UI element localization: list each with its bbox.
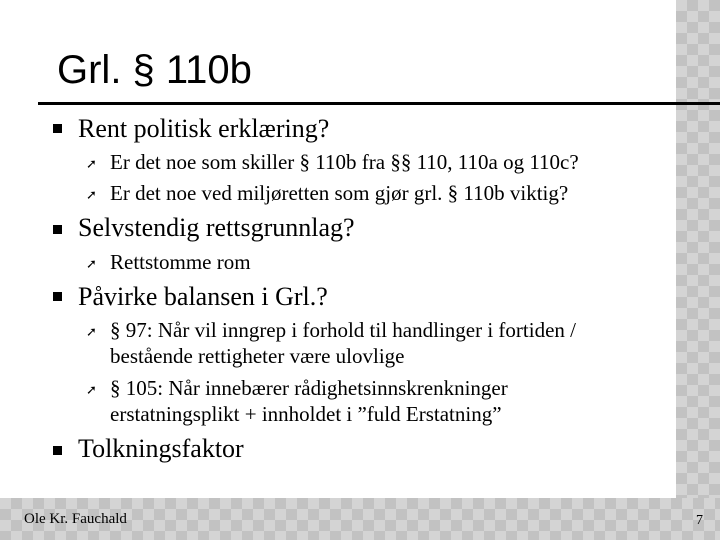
sub-bullet-text-3-1-line2: bestående rettigheter være ulovlige: [110, 344, 405, 368]
arrow-bullet-icon: ➚: [86, 383, 97, 398]
square-bullet-icon: [53, 446, 62, 455]
bullet-text-2: Selvstendig rettsgrunnlag?: [78, 213, 355, 242]
arrow-bullet-icon: ➚: [86, 157, 97, 172]
square-bullet-icon: [53, 225, 62, 234]
bullet-text-1: Rent politisk erklæring?: [78, 114, 330, 143]
square-bullet-icon: [53, 292, 62, 301]
title-divider: [38, 102, 720, 105]
slide-title: Grl. § 110b: [57, 48, 252, 92]
sub-bullet-text-1-1: Er det noe som skiller § 110b fra §§ 110, 110a og 110c?: [110, 150, 579, 174]
page-number: 7: [696, 513, 703, 528]
decorative-right-strip: [676, 0, 720, 540]
arrow-bullet-icon: ➚: [86, 325, 97, 340]
bullet-text-4: Tolkningsfaktor: [78, 434, 244, 463]
footer-author: Ole Kr. Fauchald: [24, 511, 127, 527]
arrow-bullet-icon: ➚: [86, 257, 97, 272]
sub-bullet-text-3-2-line1: § 105: Når innebærer rådighetsinnskrenkninger: [110, 376, 508, 400]
bullet-text-3: Påvirke balansen i Grl.?: [78, 282, 328, 311]
sub-bullet-text-3-1-line1: § 97: Når vil inngrep i forhold til handlinger i fortiden /: [110, 318, 576, 342]
arrow-bullet-icon: ➚: [86, 188, 97, 203]
sub-bullet-text-2-1: Rettstomme rom: [110, 250, 251, 274]
sub-bullet-text-3-2-line2: erstatningsplikt + innholdet i ”fuld Erstatning”: [110, 402, 502, 426]
sub-bullet-text-1-2: Er det noe ved miljøretten som gjør grl. § 110b viktig?: [110, 181, 569, 205]
square-bullet-icon: [53, 124, 62, 133]
